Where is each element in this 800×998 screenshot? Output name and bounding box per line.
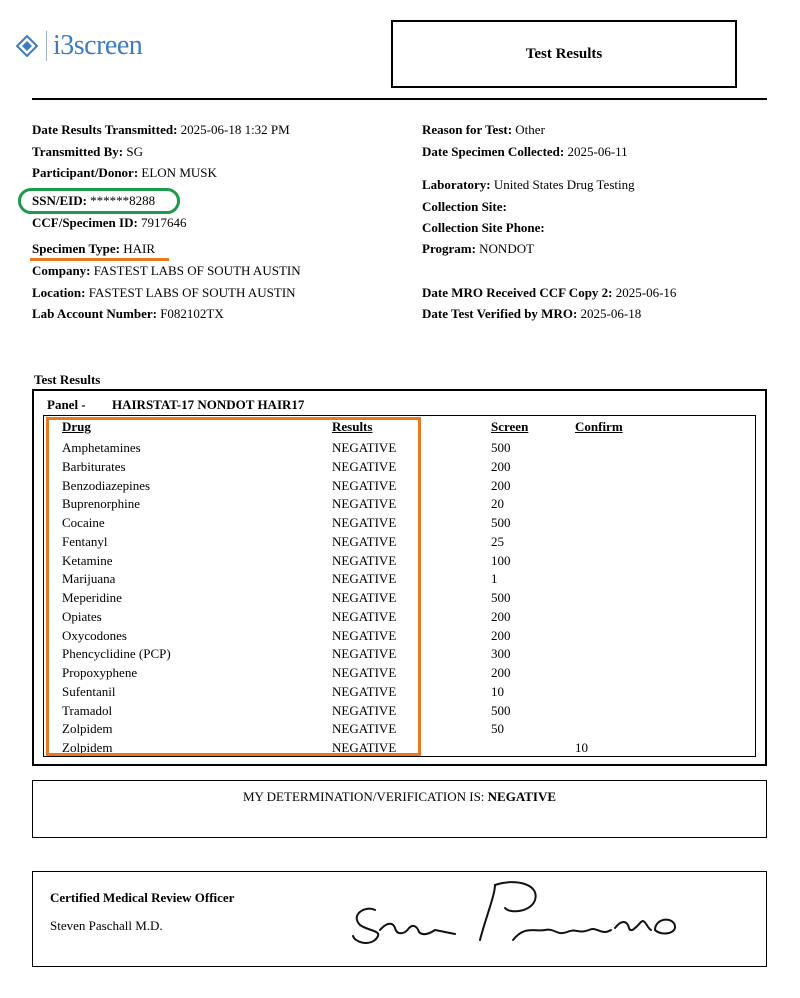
handwritten-signature: [345, 870, 685, 960]
drug-name: Tramadol: [62, 702, 113, 718]
screen-cutoff: 500: [491, 440, 511, 455]
field-lab-account-number: Lab Account Number: F082102TX: [32, 306, 224, 321]
determination-text: MY DETERMINATION/VERIFICATION IS: NEGATIVE: [242, 789, 557, 804]
drug-name: Ketamine: [62, 552, 113, 568]
drug-result: NEGATIVE: [332, 683, 397, 699]
drug-result: NEGATIVE: [332, 627, 397, 643]
diamond-logo-icon: [16, 35, 38, 57]
screen-cutoff: 200: [491, 665, 511, 680]
ssn-highlight-oval: [18, 188, 180, 214]
drug-result: NEGATIVE: [332, 515, 397, 530]
drug-name: Fentanyl: [62, 533, 108, 549]
drug-name: Propoxyphene: [62, 665, 138, 680]
field-company: Company: FASTEST LABS OF SOUTH AUSTIN: [32, 263, 301, 278]
screen-cutoff: 100: [491, 552, 511, 568]
field-date-mro-received: Date MRO Received CCF Copy 2: 2025-06-16: [422, 285, 677, 300]
drug-name: Benzodiazepines: [62, 477, 151, 493]
drug-name: Meperidine: [62, 590, 122, 605]
panel-name: HAIRSTAT-17 NONDOT HAIR17: [112, 397, 305, 412]
drug-result: NEGATIVE: [332, 533, 397, 549]
drug-result: NEGATIVE: [332, 496, 397, 512]
specimen-type-underline: [30, 258, 169, 261]
drug-result: NEGATIVE: [332, 590, 397, 605]
field-collection-site: Collection Site:: [422, 199, 507, 214]
field-ssn-eid: SSN/EID: ******8288: [32, 193, 156, 208]
screen-cutoff: 20: [491, 496, 504, 512]
drug-name: Oxycodones: [62, 627, 127, 643]
screen-cutoff: 200: [491, 477, 511, 493]
screen-cutoff: 200: [491, 627, 511, 643]
field-location: Location: FASTEST LABS OF SOUTH AUSTIN: [32, 285, 296, 300]
field-transmitted-by: Transmitted By: SG: [32, 144, 143, 159]
screen-cutoff: 500: [491, 702, 511, 718]
screen-cutoff: 500: [491, 590, 511, 605]
confirm-cutoff: 10: [575, 740, 588, 755]
header-divider: [32, 98, 767, 100]
drug-name: Phencyclidine (PCP): [62, 646, 171, 662]
field-specimen-type: Specimen Type: HAIR: [32, 241, 156, 256]
field-participant: Participant/Donor: ELON MUSK: [32, 165, 217, 180]
drug-result: NEGATIVE: [332, 458, 397, 474]
mro-name: Steven Paschall M.D.: [50, 918, 163, 933]
column-header-confirm: Confirm: [575, 419, 623, 434]
drug-result: NEGATIVE: [332, 608, 397, 624]
field-reason-for-test: Reason for Test: Other: [422, 122, 545, 137]
field-program: Program: NONDOT: [422, 241, 535, 256]
drug-result: NEGATIVE: [332, 721, 397, 737]
determination-value: NEGATIVE: [487, 789, 557, 804]
field-date-verified-by-mro: Date Test Verified by MRO: 2025-06-18: [422, 306, 642, 321]
drug-name: Amphetamines: [62, 440, 141, 455]
panel-label: Panel -: [47, 397, 86, 412]
drug-result: NEGATIVE: [332, 740, 397, 755]
drug-result: NEGATIVE: [332, 552, 397, 568]
test-results-heading: Test Results: [34, 372, 101, 387]
field-collection-site-phone: Collection Site Phone:: [422, 220, 545, 235]
column-header-screen: Screen: [491, 419, 529, 434]
screen-cutoff: 1: [491, 571, 498, 587]
document-title: Test Results: [391, 20, 737, 88]
mro-title: Certified Medical Review Officer: [50, 890, 235, 905]
field-laboratory: Laboratory: United States Drug Testing: [422, 177, 635, 192]
drug-name: Sufentanil: [62, 683, 116, 699]
drug-name: Cocaine: [62, 515, 105, 530]
logo-divider: [46, 31, 47, 61]
drug-result: NEGATIVE: [332, 571, 397, 587]
company-logo: [16, 30, 142, 62]
drug-results-highlight-box: [46, 417, 421, 756]
screen-cutoff: 200: [491, 608, 511, 624]
field-ccf-specimen-id: CCF/Specimen ID: 7917646: [32, 215, 187, 230]
drug-name: Buprenorphine: [62, 496, 140, 512]
drug-result: NEGATIVE: [332, 665, 397, 680]
drug-name: Zolpidem: [62, 721, 113, 737]
drug-result: NEGATIVE: [332, 646, 397, 662]
field-date-specimen-collected: Date Specimen Collected: 2025-06-11: [422, 144, 628, 159]
screen-cutoff: 10: [491, 683, 504, 699]
drug-name: Barbiturates: [62, 458, 126, 474]
drug-result: NEGATIVE: [332, 440, 397, 455]
column-header-drug: Drug: [62, 419, 91, 434]
drug-name: Marijuana: [62, 571, 116, 587]
screen-cutoff: 200: [491, 458, 511, 474]
screen-cutoff: 25: [491, 533, 504, 549]
drug-result: NEGATIVE: [332, 702, 397, 718]
field-date-results-transmitted: Date Results Transmitted: 2025-06-18 1:32 PM: [32, 122, 290, 137]
screen-cutoff: 50: [491, 721, 504, 737]
screen-cutoff: 500: [491, 515, 511, 530]
column-header-results: Results: [332, 419, 373, 434]
drug-result: NEGATIVE: [332, 477, 397, 493]
drug-name: Opiates: [62, 608, 102, 624]
drug-name: Zolpidem: [62, 740, 113, 755]
screen-cutoff: 300: [491, 646, 511, 662]
logo-text: i3screen: [53, 30, 143, 61]
